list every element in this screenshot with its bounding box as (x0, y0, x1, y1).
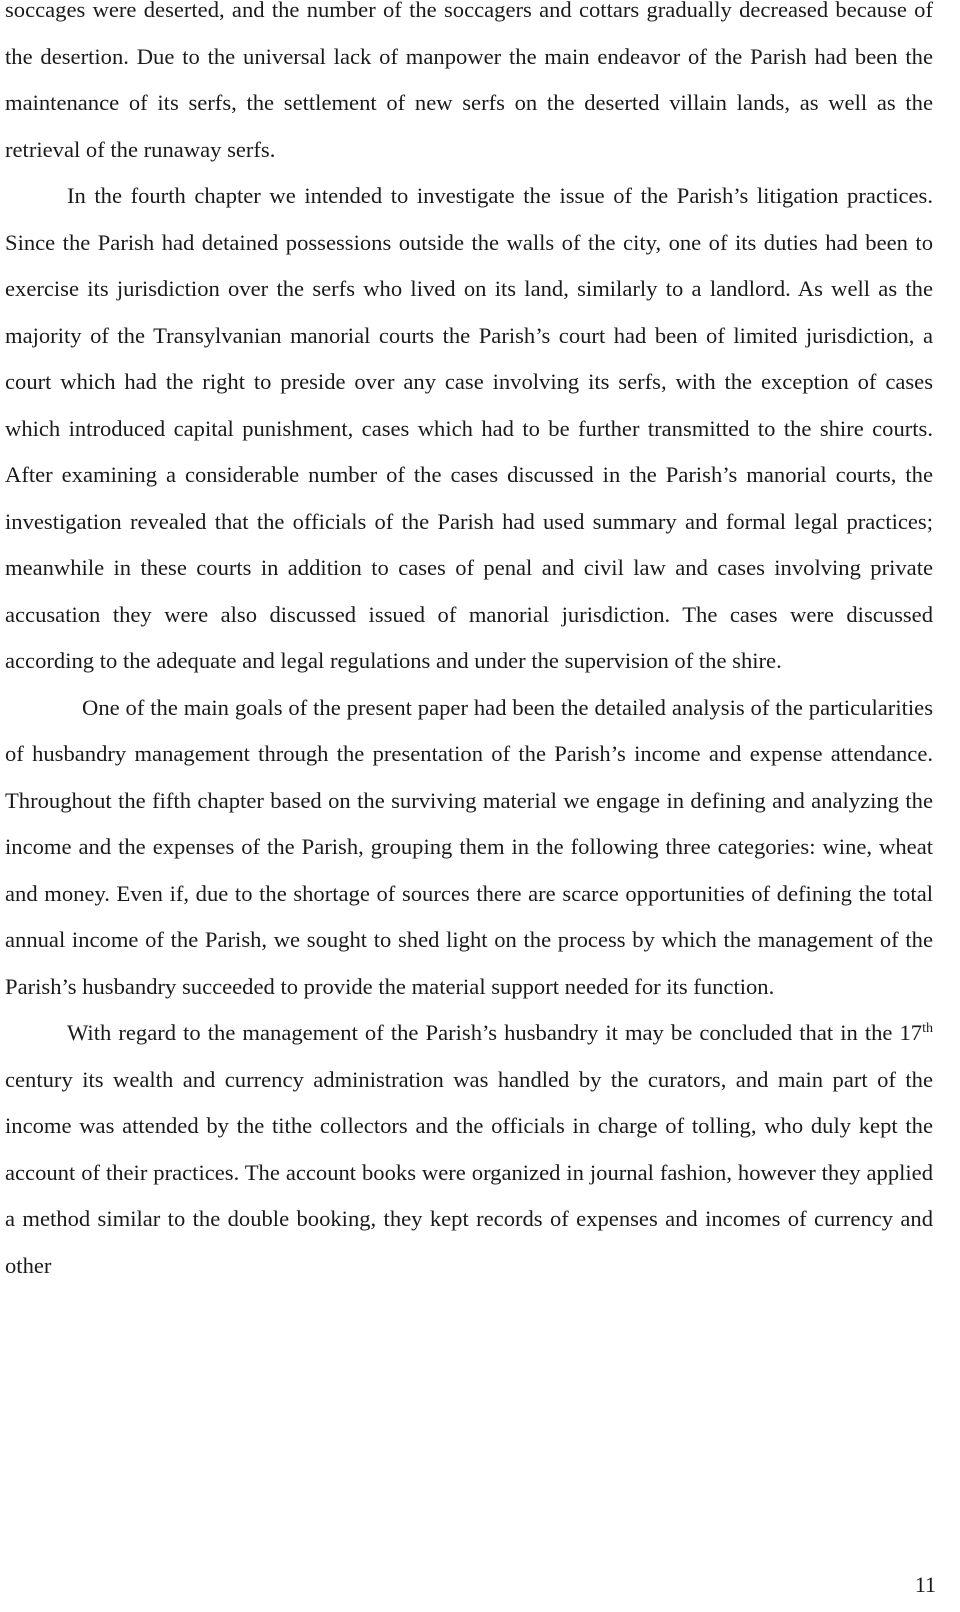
paragraph-fourth-chapter: In the fourth chapter we intended to investigate the issue of the Parish’s litigation practices. Since the Parish had detained possessions outside the walls of the city, one of its duties had been to exercise its jurisdiction over the serfs who lived on its land, similarly to a landlord. As well as the majority of the Transylvanian manorial courts the Parish’s court had been of limited jurisdiction, a court which had the right to preside over any case involving its serfs, with the exception of cases which introduced capital punishment, cases which had to be further transmitted to the shire courts. After examining a considerable number of the cases discussed in the Parish’s manorial courts, the investigation revealed that the officials of the Parish had used summary and formal legal practices; meanwhile in these courts in addition to cases of penal and civil law and cases involving private accusation they were also discussed issued of manorial jurisdiction. The cases were discussed according to the adequate and legal regulations and under the supervision of the shire. (5, 183, 933, 673)
paragraph-main-goals: One of the main goals of the present paper had been the detailed analysis of the particularities of husbandry management through the presentation of the Parish’s income and expense attendance. Throughout the fifth chapter based on the surviving material we engage in defining and analyzing the income and the expenses of the Parish, grouping them in the following three categories: wine, wheat and money. Even if, due to the shortage of sources there are scarce opportunities of defining the total annual income of the Parish, we sought to shed light on the process by which the management of the Parish’s husbandry succeeded to provide the material support needed for its function. (5, 694, 933, 999)
ordinal-superscript: th (922, 1021, 933, 1036)
document-page (5, 0, 933, 1289)
page-number: 11 (914, 1572, 936, 1597)
paragraph-husbandry-start: With regard to the management of the Parish’s husbandry it may be concluded that in the 17 (67, 1020, 923, 1045)
paragraph-continued: soccages were deserted, and the number of the soccagers and cottars gradually decreased because of the desertion. Due to the universal lack of manpower the main endeavor of the Parish had been the maintenance of its serfs, the settlement of new serfs on the deserted villain lands, as well as the retrieval of the runaway serfs. (5, 0, 933, 162)
paragraph-husbandry (5, 1010, 933, 1289)
paragraph-husbandry-end: century its wealth and currency administration was handled by the curators, and main part of the income was attended by the tithe collectors and the officials in charge of tolling, who duly kept the account of their practices. The account books were organized in journal fashion, however they applied a method similar to the double booking, they kept records of expenses and incomes of currency and other (5, 1066, 933, 1278)
